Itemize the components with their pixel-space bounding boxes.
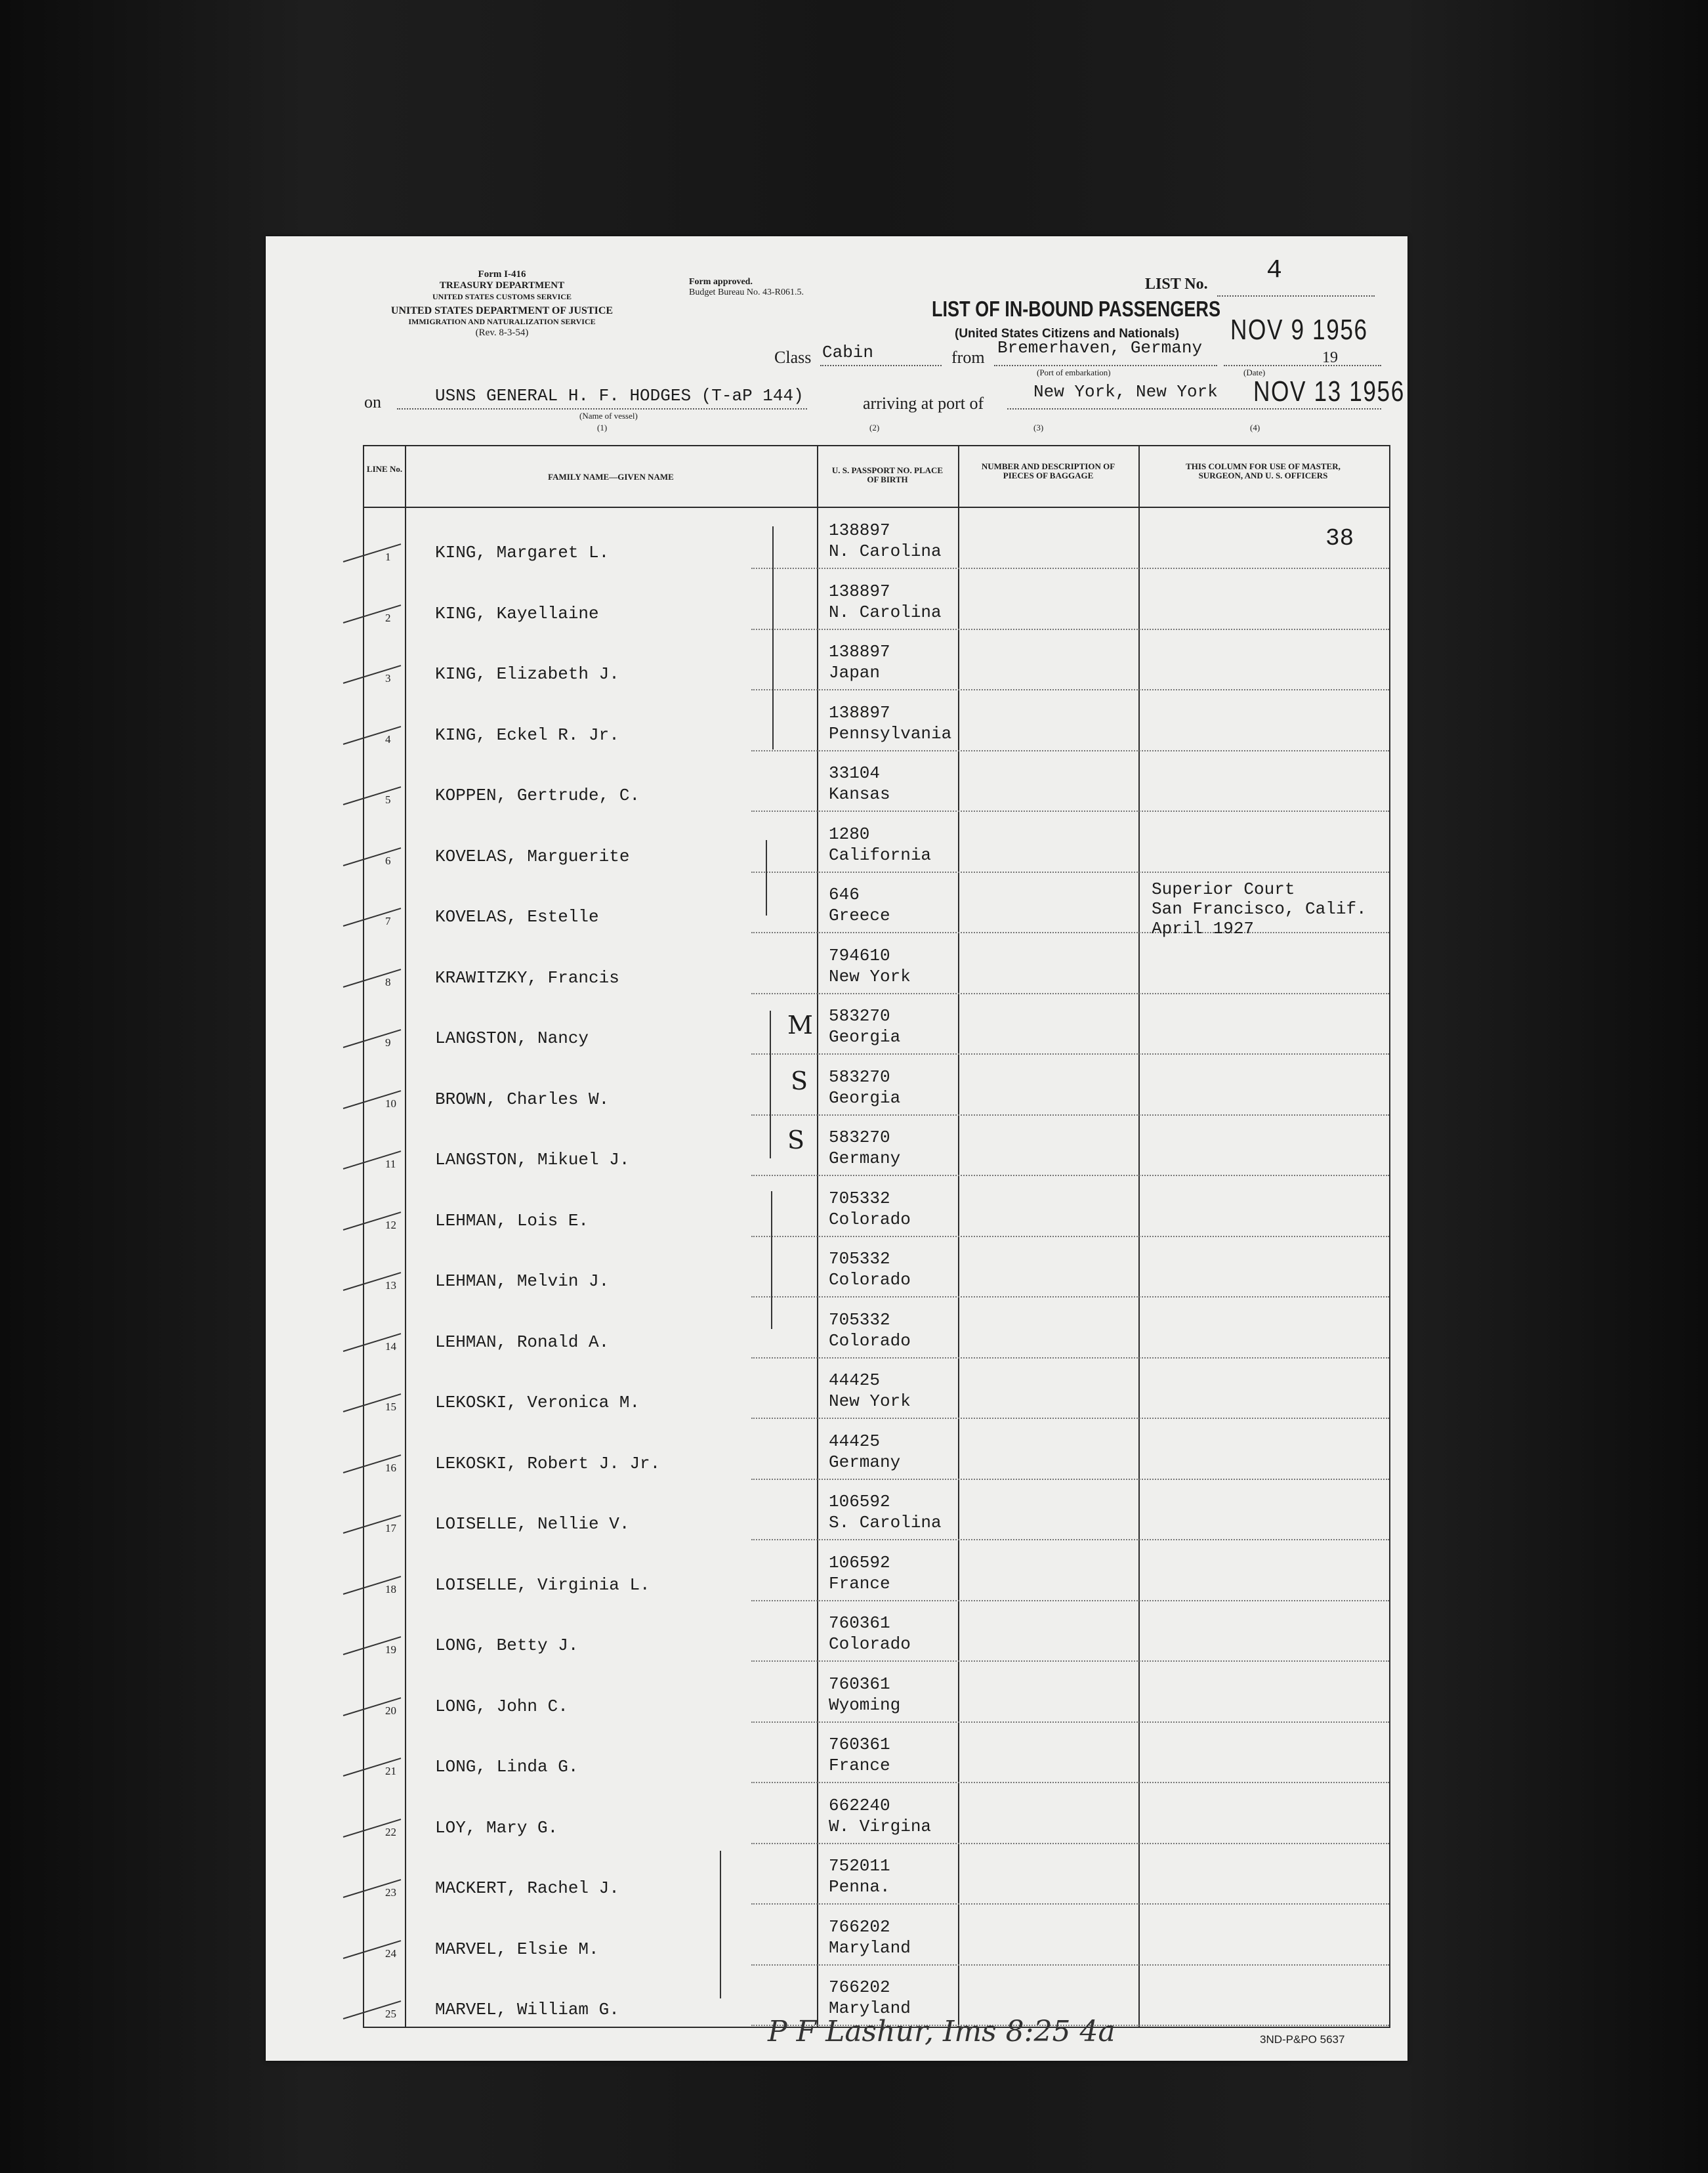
table-row (364, 1783, 1389, 1844)
vessel-caption: (Name of vessel) (579, 411, 638, 421)
passenger-name: BROWN, Charles W. (435, 1089, 610, 1109)
table-row (364, 812, 1389, 873)
passenger-name: KOVELAS, Marguerite (435, 846, 630, 866)
col-header-name: FAMILY NAME—GIVEN NAME (548, 472, 674, 482)
passport-number: 662240 (829, 1795, 890, 1815)
check-mark (343, 665, 402, 684)
col-header-baggage: NUMBER AND DESCRIPTION OF PIECES OF BAGGAGE (981, 461, 1115, 480)
line-number: 9 (385, 1036, 391, 1049)
passenger-name: LONG, John C. (435, 1696, 568, 1716)
line-number: 16 (385, 1461, 396, 1474)
ins-service: IMMIGRATION AND NATURALIZATION SERVICE (408, 317, 596, 326)
place-of-birth: Colorado (829, 1270, 911, 1290)
passport-number: 1280 (829, 824, 870, 844)
line-number: 5 (385, 793, 391, 806)
passport-number: 705332 (829, 1249, 890, 1269)
passenger-name: LONG, Linda G. (435, 1757, 579, 1777)
passenger-name: KING, Kayellaine (435, 603, 599, 623)
port-embarkation-caption: (Port of embarkation) (1037, 368, 1111, 377)
place-of-birth: Japan (829, 663, 881, 683)
line-number: 25 (385, 2008, 396, 2020)
passenger-name: KING, Elizabeth J. (435, 664, 619, 684)
table-row (364, 751, 1389, 812)
check-mark (343, 604, 402, 623)
place-of-birth: Pennsylvania (829, 723, 952, 744)
passport-number: 766202 (829, 1916, 890, 1937)
family-bracket (770, 1011, 771, 1158)
departure-date-stamp: NOV 9 1956 (1230, 314, 1368, 346)
place-of-birth: Germany (829, 1452, 901, 1472)
passport-number: 106592 (829, 1552, 890, 1572)
passport-number: 33104 (829, 763, 881, 783)
passenger-name: MACKERT, Rachel J. (435, 1878, 619, 1898)
line-number: 24 (385, 1947, 396, 1960)
passport-number: 766202 (829, 1977, 890, 1997)
inspector-signature: P F Lashur, Ims 8:25 4a (768, 2015, 1115, 2048)
line-number: 1 (385, 551, 391, 563)
place-of-birth: Wyoming (829, 1695, 901, 1715)
place-of-birth: Colorado (829, 1209, 911, 1229)
family-bracket (766, 840, 767, 916)
port-of-embarkation: Bremerhaven, Germany (997, 338, 1203, 358)
passport-number: 138897 (829, 702, 890, 723)
class-label: Class (774, 348, 812, 367)
table-row (364, 1540, 1389, 1601)
line-number: 7 (385, 915, 391, 927)
passport-number: 794610 (829, 945, 890, 965)
on-label: on (364, 392, 381, 411)
line-number: 11 (385, 1158, 396, 1170)
passenger-manifest-page: Form I-416 TREASURY DEPARTMENT UNITED STATES CUSTOMS SERVICE UNITED STATES DEPARTMENT OF JUSTICE IMMIGRATION AND NATURALIZATION SERVICE (Rev. 8-3-54) Form approved. Budget Bureau No. 43-R061.5. LIST No. 4 LIST OF IN-BOUND PASSENGERS (United States Citizens and Nationals) Class Cabin from Bremerhaven, Germany (Port of embarkation) NOV 9 1956 19 (Date) on USNS GENERAL H. F. HODGES (T-aP 144) (Name of vessel) (1) arriving at port of New York, New York NOV 13 1956 (2) (3) (4) LINE No. FAMILY NAME—GIVEN NAME U. S. PASSPORT NO. PLACE OF BIRTH NUMBER AND DESCRIPTION OF PIECES OF BAGGAGE THIS COLUMN FOR USE OF MASTER, SURGEON, AND U. S. OFFICERS 1 KING, Margaret L. 138897 N. Carolina 2 KING, Kayellaine 138897 N. Carolina 3 KING, Elizabeth J. 138897 Japan 4 KING, Eckel R. Jr. 138897 Pennsylvania 5 KOPPEN, Gertrude, C. 33104 Kansas 6 KOVELAS, Marguerite 1280 California 7 KOVELAS, Estelle 646 Greece 8 KRAWITZKY, Francis 794610 New York 9 LANGSTON, Nancy 583270 Georgia 10 BROWN, Charles W. 583270 Georgia 11 LANGSTON, Mikuel J. 583270 Germany 12 LEHMAN, Lois E. 705332 Colorado 13 LEHMAN, Melvin J. 705332 Colorado 14 LEHMAN, Ronald A. 705332 Colorado 15 LEKOSKI, Veronica M. 44425 New York 16 LEKOSKI, Robert J. Jr. 44425 Germany 17 LOISELLE, Nellie V. 106592 S. Carolina 18 LOISELLE, Virginia L. 106592 France 19 LONG, Betty J. 760361 Colorado 20 LONG, John C. 760361 Wyoming 21 LONG, Linda G. 760361 France 22 LOY, Mary G. 662240 W. Virgina 23 MACKERT, Rachel J. 752011 Penna. 24 MARVEL, Elsie M. 766202 Maryland 25 MARVEL, William G. 766202 Maryland 38 Superior Court San Francisco, Calif. April 1927 M S S P F Lashur, Ims 8:25 4a 3ND-P&PO 5637 (266, 236, 1407, 2061)
passport-number: 760361 (829, 1613, 890, 1633)
table-row (364, 1844, 1389, 1905)
line-number: 10 (385, 1097, 396, 1110)
table-row (364, 1662, 1389, 1723)
place-of-birth: Maryland (829, 1937, 911, 1958)
line-number: 6 (385, 854, 391, 867)
place-of-birth: Colorado (829, 1634, 911, 1654)
date-caption: (Date) (1243, 368, 1266, 377)
passenger-name: LOY, Mary G. (435, 1817, 558, 1838)
place-of-birth: Georgia (829, 1087, 901, 1108)
customs-service: UNITED STATES CUSTOMS SERVICE (432, 292, 572, 301)
col-header-passport: U. S. PASSPORT NO. PLACE OF BIRTH (831, 465, 944, 484)
table-row (364, 690, 1389, 751)
line-number: 23 (385, 1886, 396, 1899)
check-mark (343, 1029, 402, 1048)
check-mark (343, 726, 402, 745)
margin-mark: M (787, 1011, 813, 1040)
passenger-name: KOVELAS, Estelle (435, 907, 599, 927)
line-number: 3 (385, 672, 391, 685)
place-of-birth: N. Carolina (829, 541, 942, 561)
arrival-date-stamp: NOV 13 1956 (1253, 375, 1405, 408)
passenger-name: KING, Eckel R. Jr. (435, 725, 619, 745)
table-row (364, 1601, 1389, 1662)
table-row (364, 629, 1389, 690)
form-header-left (377, 269, 627, 339)
form-approval: Form approved. Budget Bureau No. 43-R061.5. (689, 277, 804, 297)
arriving-label: arriving at port of (863, 394, 984, 413)
manifest-title: LIST OF IN-BOUND PASSENGERS (932, 297, 1221, 321)
passenger-name: MARVEL, William G. (435, 2000, 619, 2019)
place-of-birth: France (829, 1756, 890, 1775)
table-row (364, 1905, 1389, 1966)
place-of-birth: New York (829, 1391, 911, 1411)
table-row (364, 1176, 1389, 1237)
place-of-birth: S. Carolina (829, 1513, 942, 1532)
year-prefix: 19 (1322, 349, 1338, 366)
place-of-birth: Georgia (829, 1027, 901, 1047)
list-no-label: LIST No. (1145, 276, 1208, 293)
family-bracket (720, 1851, 721, 1998)
passport-number: 752011 (829, 1856, 890, 1876)
class-value: Cabin (822, 343, 874, 362)
passenger-name: KOPPEN, Gertrude, C. (435, 786, 640, 805)
table-row (364, 1115, 1389, 1176)
arrival-port: New York, New York (1033, 382, 1218, 402)
line-number: 18 (385, 1582, 396, 1595)
check-mark (343, 908, 402, 927)
table-row (364, 994, 1389, 1055)
place-of-birth: Kansas (829, 784, 890, 804)
manifest-subtitle: (United States Citizens and Nationals) (955, 327, 1180, 341)
passenger-name: LOISELLE, Virginia L. (435, 1574, 650, 1595)
passenger-table (363, 445, 1390, 2028)
table-row (364, 1358, 1389, 1419)
treasury-dept: TREASURY DEPARTMENT (439, 280, 565, 291)
passport-number: 646 (829, 885, 860, 904)
place-of-birth: Penna. (829, 1877, 890, 1897)
passport-number: 138897 (829, 581, 890, 601)
passenger-name: LANGSTON, Mikuel J. (435, 1150, 630, 1170)
line-number: 20 (385, 1704, 396, 1717)
place-of-birth: Germany (829, 1149, 901, 1168)
place-of-birth: Greece (829, 906, 890, 925)
justice-dept: UNITED STATES DEPARTMENT OF JUSTICE (390, 305, 614, 316)
passport-number: 705332 (829, 1188, 890, 1208)
place-of-birth: France (829, 1573, 890, 1593)
check-mark (343, 786, 402, 805)
check-mark (343, 969, 402, 988)
table-row (364, 1236, 1389, 1297)
passport-number: 760361 (829, 1735, 890, 1754)
table-row (364, 1055, 1389, 1116)
line-number: 13 (385, 1279, 396, 1292)
passport-number: 44425 (829, 1370, 881, 1390)
line-number: 14 (385, 1340, 396, 1353)
place-of-birth: Maryland (829, 1998, 911, 2018)
col-header-line: LINE No. (366, 464, 403, 474)
margin-mark: S (787, 1126, 805, 1154)
list-number: 4 (1266, 256, 1283, 285)
passport-number: 583270 (829, 1128, 890, 1147)
margin-mark: S (791, 1066, 808, 1095)
place-of-birth: W. Virgina (829, 1816, 932, 1836)
place-of-birth: New York (829, 966, 911, 986)
check-mark (343, 543, 402, 562)
passenger-name: LEKOSKI, Robert J. Jr. (435, 1453, 661, 1473)
table-row (364, 1722, 1389, 1783)
line-number: 15 (385, 1401, 396, 1413)
table-row (364, 508, 1389, 569)
table-row (364, 1419, 1389, 1480)
passport-number: 138897 (829, 642, 890, 662)
line-number: 19 (385, 1643, 396, 1656)
passenger-name: LONG, Betty J. (435, 1635, 579, 1655)
table-row (364, 1479, 1389, 1540)
vessel-name: USNS GENERAL H. F. HODGES (T-aP 144) (435, 386, 804, 406)
line-number: 2 (385, 611, 391, 624)
line-number: 8 (385, 975, 391, 988)
place-of-birth: California (829, 845, 932, 865)
place-of-birth: Colorado (829, 1330, 911, 1351)
passenger-name: KING, Margaret L. (435, 543, 610, 562)
family-bracket (772, 526, 774, 749)
passport-number: 705332 (829, 1309, 890, 1330)
line-number: 17 (385, 1522, 396, 1534)
family-bracket (771, 1191, 772, 1329)
line-number: 4 (385, 732, 391, 746)
table-row (364, 569, 1389, 630)
table-row (364, 933, 1389, 994)
passport-number: 44425 (829, 1431, 881, 1451)
line-number: 22 (385, 1825, 396, 1838)
passenger-name: LEHMAN, Ronald A. (435, 1332, 610, 1352)
check-mark (343, 847, 402, 866)
passport-number: 760361 (829, 1674, 890, 1694)
passport-number: 138897 (829, 520, 890, 540)
table-row (364, 1297, 1389, 1359)
col-header-officers: THIS COLUMN FOR USE OF MASTER, SURGEON, AND U. S. OFFICERS (1186, 461, 1341, 480)
passenger-name: LANGSTON, Nancy (435, 1028, 589, 1048)
place-of-birth: N. Carolina (829, 602, 942, 622)
passport-number: 583270 (829, 1066, 890, 1087)
passenger-name: MARVEL, Elsie M. (435, 1939, 599, 1959)
officer-count: 38 (1325, 525, 1354, 552)
passenger-name: KRAWITZKY, Francis (435, 967, 619, 988)
line-number: 21 (385, 1765, 396, 1777)
passenger-name: LOISELLE, Nellie V. (435, 1514, 630, 1534)
passenger-name: LEHMAN, Melvin J. (435, 1271, 610, 1291)
passenger-name: LEKOSKI, Veronica M. (435, 1393, 640, 1412)
footer-printer-code: 3ND-P&PO 5637 (1260, 2033, 1345, 2046)
form-number: Form I-416 (478, 269, 526, 280)
line-number: 12 (385, 1218, 396, 1231)
passenger-name: LEHMAN, Lois E. (435, 1210, 589, 1231)
revision: (Rev. 8-3-54) (475, 327, 529, 338)
passport-number: 106592 (829, 1492, 890, 1511)
passport-number: 583270 (829, 1006, 890, 1026)
court-note: Superior Court San Francisco, Calif. April 1927 (1152, 879, 1367, 939)
from-label: from (951, 348, 985, 367)
